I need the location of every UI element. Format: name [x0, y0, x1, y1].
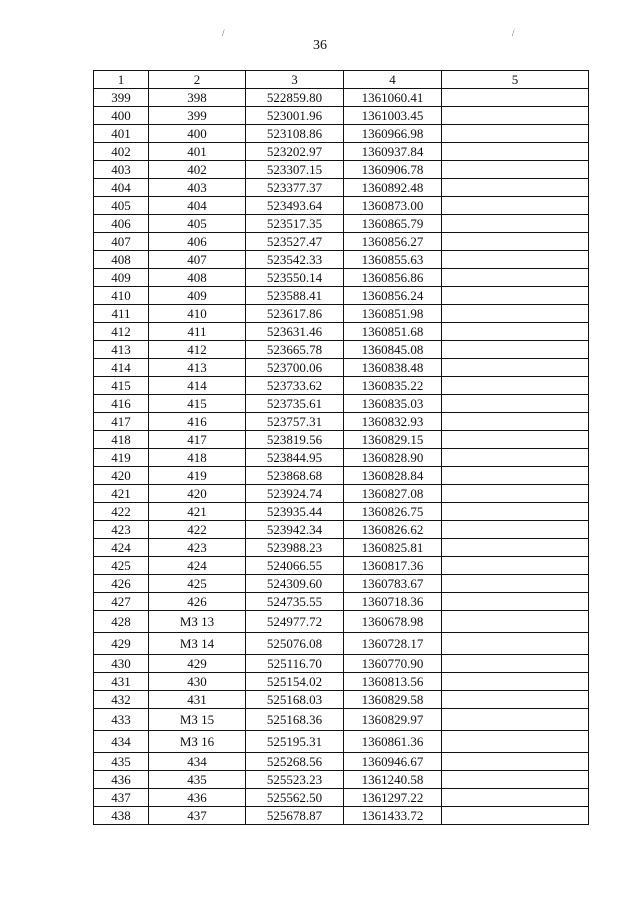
- table-cell: 398: [149, 89, 246, 107]
- table-cell: 415: [94, 377, 149, 395]
- table-cell: 418: [94, 431, 149, 449]
- table-cell: [442, 179, 589, 197]
- table-cell: 438: [94, 807, 149, 825]
- table-cell: 1360828.84: [344, 467, 442, 485]
- table-cell: 1360718.36: [344, 593, 442, 611]
- table-cell: 523757.31: [246, 413, 344, 431]
- table-cell: 523517.35: [246, 215, 344, 233]
- table-cell: 435: [149, 771, 246, 789]
- column-header: 5: [442, 71, 589, 89]
- table-cell: 411: [94, 305, 149, 323]
- table-cell: [442, 323, 589, 341]
- table-cell: 1360825.81: [344, 539, 442, 557]
- table-cell: 523377.37: [246, 179, 344, 197]
- table-cell: 523665.78: [246, 341, 344, 359]
- table-cell: 525562.50: [246, 789, 344, 807]
- table-cell: 1360856.24: [344, 287, 442, 305]
- table-cell: 423: [149, 539, 246, 557]
- table-cell: 1360770.90: [344, 655, 442, 673]
- table-cell: 1360966.98: [344, 125, 442, 143]
- table-cell: 1360892.48: [344, 179, 442, 197]
- table-cell: 415: [149, 395, 246, 413]
- table-row: [94, 771, 589, 789]
- table-cell: [442, 485, 589, 503]
- table-row: [94, 359, 589, 377]
- table-cell: 424: [94, 539, 149, 557]
- coordinates-table: [93, 70, 589, 825]
- table-cell: [442, 143, 589, 161]
- table-cell: 422: [149, 521, 246, 539]
- table-cell: 525168.36: [246, 709, 344, 731]
- table-cell: [442, 431, 589, 449]
- table-cell: 400: [94, 107, 149, 125]
- table-cell: 525116.70: [246, 655, 344, 673]
- table-cell: [442, 753, 589, 771]
- table-cell: 413: [94, 341, 149, 359]
- table-row: [94, 485, 589, 503]
- table-cell: [442, 731, 589, 753]
- column-header: 3: [246, 71, 344, 89]
- table-cell: 1360851.68: [344, 323, 442, 341]
- table-cell: 1360829.97: [344, 709, 442, 731]
- table-row: [94, 673, 589, 691]
- table-cell: 523735.61: [246, 395, 344, 413]
- table-row: [94, 161, 589, 179]
- table-row: [94, 709, 589, 731]
- table-cell: 407: [149, 251, 246, 269]
- table-cell: 426: [149, 593, 246, 611]
- table-cell: 431: [149, 691, 246, 709]
- table-cell: 399: [94, 89, 149, 107]
- table-row: [94, 143, 589, 161]
- table-cell: 524066.55: [246, 557, 344, 575]
- scan-mark-left: /: [222, 28, 225, 38]
- table-cell: 400: [149, 125, 246, 143]
- table-row: [94, 251, 589, 269]
- column-header: 2: [149, 71, 246, 89]
- table-cell: МЗ 13: [149, 611, 246, 633]
- table-cell: [442, 611, 589, 633]
- table-cell: 1360873.00: [344, 197, 442, 215]
- table-cell: 429: [149, 655, 246, 673]
- table-cell: 1360828.90: [344, 449, 442, 467]
- table-row: [94, 305, 589, 323]
- table-cell: 523493.64: [246, 197, 344, 215]
- table-cell: [442, 789, 589, 807]
- table-cell: 405: [149, 215, 246, 233]
- table-cell: 421: [94, 485, 149, 503]
- table-cell: 408: [94, 251, 149, 269]
- table-cell: 1360826.75: [344, 503, 442, 521]
- table-cell: 409: [94, 269, 149, 287]
- table-cell: [442, 575, 589, 593]
- table-cell: 1360829.58: [344, 691, 442, 709]
- table-row: [94, 287, 589, 305]
- table-cell: 1360826.62: [344, 521, 442, 539]
- table-cell: 417: [94, 413, 149, 431]
- table-cell: 431: [94, 673, 149, 691]
- table-row: [94, 503, 589, 521]
- table-cell: 424: [149, 557, 246, 575]
- table-cell: 420: [149, 485, 246, 503]
- table-cell: [442, 161, 589, 179]
- table-cell: [442, 521, 589, 539]
- table-cell: 420: [94, 467, 149, 485]
- table-cell: 402: [94, 143, 149, 161]
- table-cell: 524309.60: [246, 575, 344, 593]
- table-cell: 407: [94, 233, 149, 251]
- table-cell: 1360946.67: [344, 753, 442, 771]
- table-cell: 412: [149, 341, 246, 359]
- table-cell: 523733.62: [246, 377, 344, 395]
- table-cell: МЗ 14: [149, 633, 246, 655]
- table-cell: 525076.08: [246, 633, 344, 655]
- table-row: [94, 197, 589, 215]
- table-cell: [442, 655, 589, 673]
- table-row: [94, 233, 589, 251]
- table-cell: 428: [94, 611, 149, 633]
- table-cell: 523988.23: [246, 539, 344, 557]
- table-row: [94, 107, 589, 125]
- scan-mark-right: /: [512, 28, 515, 38]
- page-number: 36: [313, 38, 327, 53]
- table-cell: 1360728.17: [344, 633, 442, 655]
- table-cell: [442, 251, 589, 269]
- table-cell: 401: [94, 125, 149, 143]
- table-cell: 430: [149, 673, 246, 691]
- table-cell: 1360937.84: [344, 143, 442, 161]
- table-row: [94, 431, 589, 449]
- table-cell: 434: [94, 731, 149, 753]
- table-row: [94, 753, 589, 771]
- table-cell: 422: [94, 503, 149, 521]
- table-cell: [442, 503, 589, 521]
- table-row: [94, 593, 589, 611]
- table-row: [94, 377, 589, 395]
- table-cell: 429: [94, 633, 149, 655]
- table-cell: 1360861.36: [344, 731, 442, 753]
- table-cell: [442, 807, 589, 825]
- table-cell: [442, 709, 589, 731]
- table-cell: [442, 215, 589, 233]
- table-cell: [442, 89, 589, 107]
- table-cell: 425: [94, 557, 149, 575]
- table-cell: [442, 395, 589, 413]
- table-cell: 1360813.56: [344, 673, 442, 691]
- table-cell: 406: [149, 233, 246, 251]
- table-cell: 1360856.27: [344, 233, 442, 251]
- table-cell: 525523.23: [246, 771, 344, 789]
- table-cell: [442, 287, 589, 305]
- column-header: 1: [94, 71, 149, 89]
- table-cell: 523202.97: [246, 143, 344, 161]
- table-cell: 523588.41: [246, 287, 344, 305]
- table-row: [94, 691, 589, 709]
- table-cell: 416: [149, 413, 246, 431]
- table-cell: 1360865.79: [344, 215, 442, 233]
- table-cell: [442, 673, 589, 691]
- table-cell: 404: [149, 197, 246, 215]
- table-cell: [442, 305, 589, 323]
- table-cell: 1360835.22: [344, 377, 442, 395]
- table-cell: 1360845.08: [344, 341, 442, 359]
- table-cell: 434: [149, 753, 246, 771]
- table-cell: 1361060.41: [344, 89, 442, 107]
- table-row: [94, 789, 589, 807]
- table-row: [94, 449, 589, 467]
- table-row: [94, 557, 589, 575]
- table-cell: 1360678.98: [344, 611, 442, 633]
- table-cell: 1360783.67: [344, 575, 442, 593]
- table-cell: 426: [94, 575, 149, 593]
- table-cell: [442, 771, 589, 789]
- table-cell: 1361433.72: [344, 807, 442, 825]
- table-cell: 523617.86: [246, 305, 344, 323]
- table-cell: [442, 557, 589, 575]
- table-cell: [442, 539, 589, 557]
- table-cell: 523631.46: [246, 323, 344, 341]
- table-cell: [442, 107, 589, 125]
- table-cell: 523844.95: [246, 449, 344, 467]
- table-cell: [442, 233, 589, 251]
- table-cell: 433: [94, 709, 149, 731]
- table-header-row: [94, 71, 589, 89]
- table-cell: 1361003.45: [344, 107, 442, 125]
- table-cell: 523001.96: [246, 107, 344, 125]
- table-cell: 1360832.93: [344, 413, 442, 431]
- table-cell: 525268.56: [246, 753, 344, 771]
- table-row: [94, 731, 589, 753]
- table-cell: 525195.31: [246, 731, 344, 753]
- table-cell: [442, 633, 589, 655]
- table-row: [94, 341, 589, 359]
- table-cell: [442, 359, 589, 377]
- table-cell: 436: [149, 789, 246, 807]
- table-cell: 523868.68: [246, 467, 344, 485]
- table-row: [94, 807, 589, 825]
- table-cell: [442, 593, 589, 611]
- table-cell: [442, 449, 589, 467]
- table-row: [94, 611, 589, 633]
- table-cell: 406: [94, 215, 149, 233]
- table-row: [94, 269, 589, 287]
- table-cell: 409: [149, 287, 246, 305]
- table-row: [94, 323, 589, 341]
- table-cell: 418: [149, 449, 246, 467]
- table-cell: 419: [149, 467, 246, 485]
- table-cell: 413: [149, 359, 246, 377]
- table-cell: [442, 269, 589, 287]
- table-cell: 403: [149, 179, 246, 197]
- table-cell: [442, 377, 589, 395]
- table-cell: 1360855.63: [344, 251, 442, 269]
- table-row: [94, 521, 589, 539]
- table-cell: 523935.44: [246, 503, 344, 521]
- table-row: [94, 575, 589, 593]
- table-cell: 403: [94, 161, 149, 179]
- table-cell: 421: [149, 503, 246, 521]
- table-cell: 523542.33: [246, 251, 344, 269]
- table-row: [94, 539, 589, 557]
- table-row: [94, 413, 589, 431]
- table-cell: 414: [149, 377, 246, 395]
- table-cell: [442, 125, 589, 143]
- table-cell: 404: [94, 179, 149, 197]
- table-cell: 437: [149, 807, 246, 825]
- table-cell: [442, 413, 589, 431]
- table-cell: 437: [94, 789, 149, 807]
- table-row: [94, 633, 589, 655]
- table-cell: 411: [149, 323, 246, 341]
- table-cell: 435: [94, 753, 149, 771]
- table-cell: 1360856.86: [344, 269, 442, 287]
- table-cell: 523307.15: [246, 161, 344, 179]
- table-cell: [442, 467, 589, 485]
- table-cell: 1360827.08: [344, 485, 442, 503]
- table-cell: [442, 341, 589, 359]
- table-cell: 423: [94, 521, 149, 539]
- table-cell: 524977.72: [246, 611, 344, 633]
- table-cell: 417: [149, 431, 246, 449]
- table-cell: 524735.55: [246, 593, 344, 611]
- table-cell: 1360817.36: [344, 557, 442, 575]
- table-cell: 523819.56: [246, 431, 344, 449]
- table-cell: 1360906.78: [344, 161, 442, 179]
- table-cell: 408: [149, 269, 246, 287]
- table-cell: 436: [94, 771, 149, 789]
- table-cell: 523700.06: [246, 359, 344, 377]
- table-cell: 1360835.03: [344, 395, 442, 413]
- table-cell: 432: [94, 691, 149, 709]
- table-cell: 419: [94, 449, 149, 467]
- table-cell: 427: [94, 593, 149, 611]
- table-row: [94, 179, 589, 197]
- table-cell: 1361240.58: [344, 771, 442, 789]
- table-cell: 414: [94, 359, 149, 377]
- table-cell: 523108.86: [246, 125, 344, 143]
- table-cell: 1361297.22: [344, 789, 442, 807]
- table-cell: 430: [94, 655, 149, 673]
- table-cell: 402: [149, 161, 246, 179]
- table-cell: 523550.14: [246, 269, 344, 287]
- table-cell: МЗ 15: [149, 709, 246, 731]
- table-cell: 410: [149, 305, 246, 323]
- table-cell: 405: [94, 197, 149, 215]
- table-cell: 1360829.15: [344, 431, 442, 449]
- table-cell: 1360851.98: [344, 305, 442, 323]
- column-header: 4: [344, 71, 442, 89]
- table-cell: 412: [94, 323, 149, 341]
- table-cell: 401: [149, 143, 246, 161]
- table-cell: 525154.02: [246, 673, 344, 691]
- table-row: [94, 395, 589, 413]
- table-cell: 522859.80: [246, 89, 344, 107]
- table-row: [94, 125, 589, 143]
- table-row: [94, 467, 589, 485]
- table-cell: 1360838.48: [344, 359, 442, 377]
- table-cell: 525168.03: [246, 691, 344, 709]
- table-row: [94, 215, 589, 233]
- table-cell: 416: [94, 395, 149, 413]
- table-row: [94, 89, 589, 107]
- table-cell: МЗ 16: [149, 731, 246, 753]
- table-cell: [442, 197, 589, 215]
- table-cell: 410: [94, 287, 149, 305]
- table-body: [94, 89, 589, 825]
- table-cell: 399: [149, 107, 246, 125]
- table-cell: 523942.34: [246, 521, 344, 539]
- table-cell: 523924.74: [246, 485, 344, 503]
- table-row: [94, 655, 589, 673]
- table-cell: 525678.87: [246, 807, 344, 825]
- table-cell: [442, 691, 589, 709]
- table-cell: 523527.47: [246, 233, 344, 251]
- table-cell: 425: [149, 575, 246, 593]
